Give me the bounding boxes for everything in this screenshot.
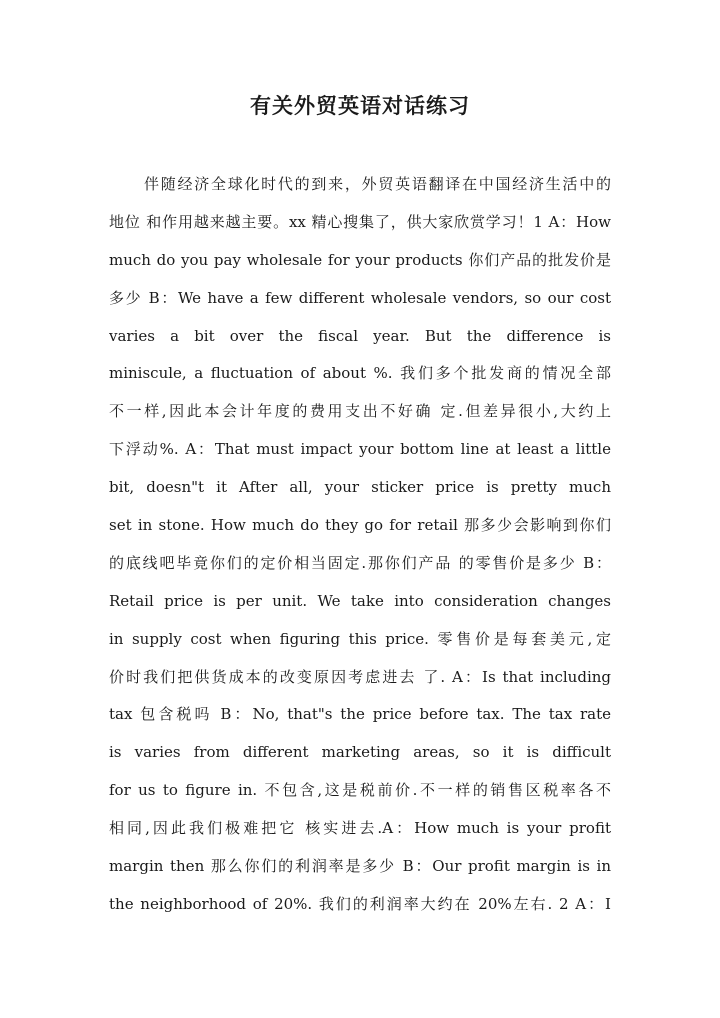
document-title: 有关外贸英语对话练习 [250,93,470,118]
body-line: the neighborhood of 20%. 我们的利润率大约在 20%左右. 2 A：I [109,894,611,913]
body-line: 的底线吧毕竟你们的定价相当固定.那你们产品 的零售价是多少 B： [109,553,611,572]
body-line: margin then 那么你们的利润率是多少 B：Our profit margin is in [109,857,611,876]
body-line: in supply cost when figuring this price. 零售价是每套美元,定 [109,629,611,648]
body-line: 伴随经济全球化时代的到来，外贸英语翻译在中国经济生活中的 [144,175,611,193]
body-line: Retail price is per unit. We take into consideration changes [109,591,611,610]
body-line: 价时我们把供货成本的改变原因考虑进去 了. A：Is that including [109,667,611,686]
body-line: 下浮动%. A：That must impact your bottom line at least a little [109,440,611,459]
document-body [109,166,611,924]
body-line: 多少 B：We have a few different wholesale vendors, so our cost [109,288,611,307]
body-line: bit, doesn"t it After all, your sticker price is pretty much [109,478,611,497]
body-line: set in stone. How much do they go for retail 那多少会影响到你们 [109,516,611,535]
body-line: miniscule, a fluctuation of about %. 我们多个批发商的情况全部 [109,364,611,383]
body-line: for us to figure in. 不包含,这是税前价.不一样的销售区税率各不 [109,781,611,800]
body-line: 不一样,因此本会计年度的费用支出不好确 定.但差异很小,大约上 [109,402,611,421]
body-line: tax 包含税吗 B：No, that"s the price before tax. The tax rate [109,705,611,724]
body-line: is varies from different marketing areas, so it is difficult [109,743,611,762]
body-line: 相同,因此我们极难把它 核实进去.A：How much is your profit [109,819,611,838]
body-line: varies a bit over the fiscal year. But the difference is [109,326,611,345]
body-line: much do you pay wholesale for your products 你们产品的批发价是 [109,250,611,269]
body-line: 地位 和作用越来越主要。xx 精心搜集了，供大家欣赏学习！1 A：How [109,212,611,231]
